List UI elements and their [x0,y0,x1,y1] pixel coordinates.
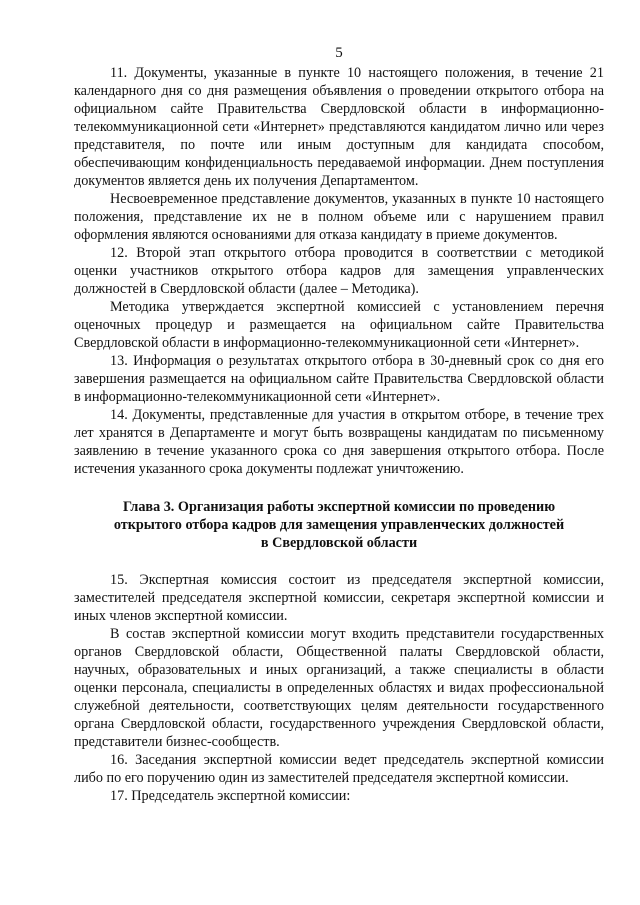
paragraph-12: 12. Второй этап открытого отбора проводится в соответствии с методикой оценки участников открытого отбора кадров для замещения управленческих должностей в Свердловской области (далее – Методика). [74,245,604,297]
paragraph-11: 11. Документы, указанные в пункте 10 настоящего положения, в течение 21 календарного дня со дня размещения объявления о проведении открытого отбора на официальном сайте Правительства Свердловской области в информационно-телекоммуникационной сети «Интернет» представляются кандидатом лично или через представителя, по почте или иным доступным для кандидата способом, обеспечивающим конфиденциальность передаваемой информации. Днем поступления документов является день их получения Департаментом. [74,65,604,189]
paragraph-methodology: Методика утверждается экспертной комиссией с установлением перечня оценочных процедур и размещается на официальном сайте Правительства Свердловской области в информационно-телекоммуникационной сети «Интернет». [74,299,604,351]
paragraph-late-submission: Несвоевременное представление документов, указанных в пункте 10 настоящего положения, представление их не в полном объеме или с нарушением правил оформления являются основаниями для отказа кандидату в приеме документов. [74,191,604,243]
paragraph-13: 13. Информация о результатах открытого отбора в 30-дневный срок со дня его завершения размещается на официальном сайте Правительства Свердловской области в информационно-телекоммуникационной сети «Интернет». [74,353,604,405]
paragraph-16: 16. Заседания экспертной комиссии ведет председатель экспертной комиссии либо по его поручению один из заместителей председателя экспертной комиссии. [74,752,604,786]
chapter-heading-line-2: открытого отбора кадров для замещения управленческих должностей [113,517,565,533]
paragraph-14: 14. Документы, представленные для участия в открытом отборе, в течение трех лет хранятся в Департаменте и могут быть возвращены кандидатам по письменному заявлению в течение указанного срока со дня завершения открытого отбора. После истечения указанного срока документы подлежат уничтожению. [74,407,604,477]
page-number: 5 [335,45,343,61]
paragraph-15: 15. Экспертная комиссия состоит из председателя экспертной комиссии, заместителей председателя экспертной комиссии, секретаря экспертной комиссии и иных членов экспертной комиссии. [74,572,604,624]
chapter-heading-line-1: Глава 3. Организация работы экспертной комиссии по проведению [122,499,556,515]
chapter-heading [74,498,604,552]
chapter-heading-line-3: в Свердловской области [260,535,418,551]
paragraph-commission-composition: В состав экспертной комиссии могут входить представители государственных органов Свердловской области, Общественной палаты Свердловской области, научных, образовательных и иных организаций, а также специалисты в области оценки персонала, специалисты в определенных областях и видах профессиональной служебной деятельности, соответствующих целям деятельности государственного органа Свердловской области, государственного учреждения Свердловской области, представители бизнес-сообществ. [74,626,604,750]
paragraph-17: 17. Председатель экспертной комиссии: [110,788,351,804]
